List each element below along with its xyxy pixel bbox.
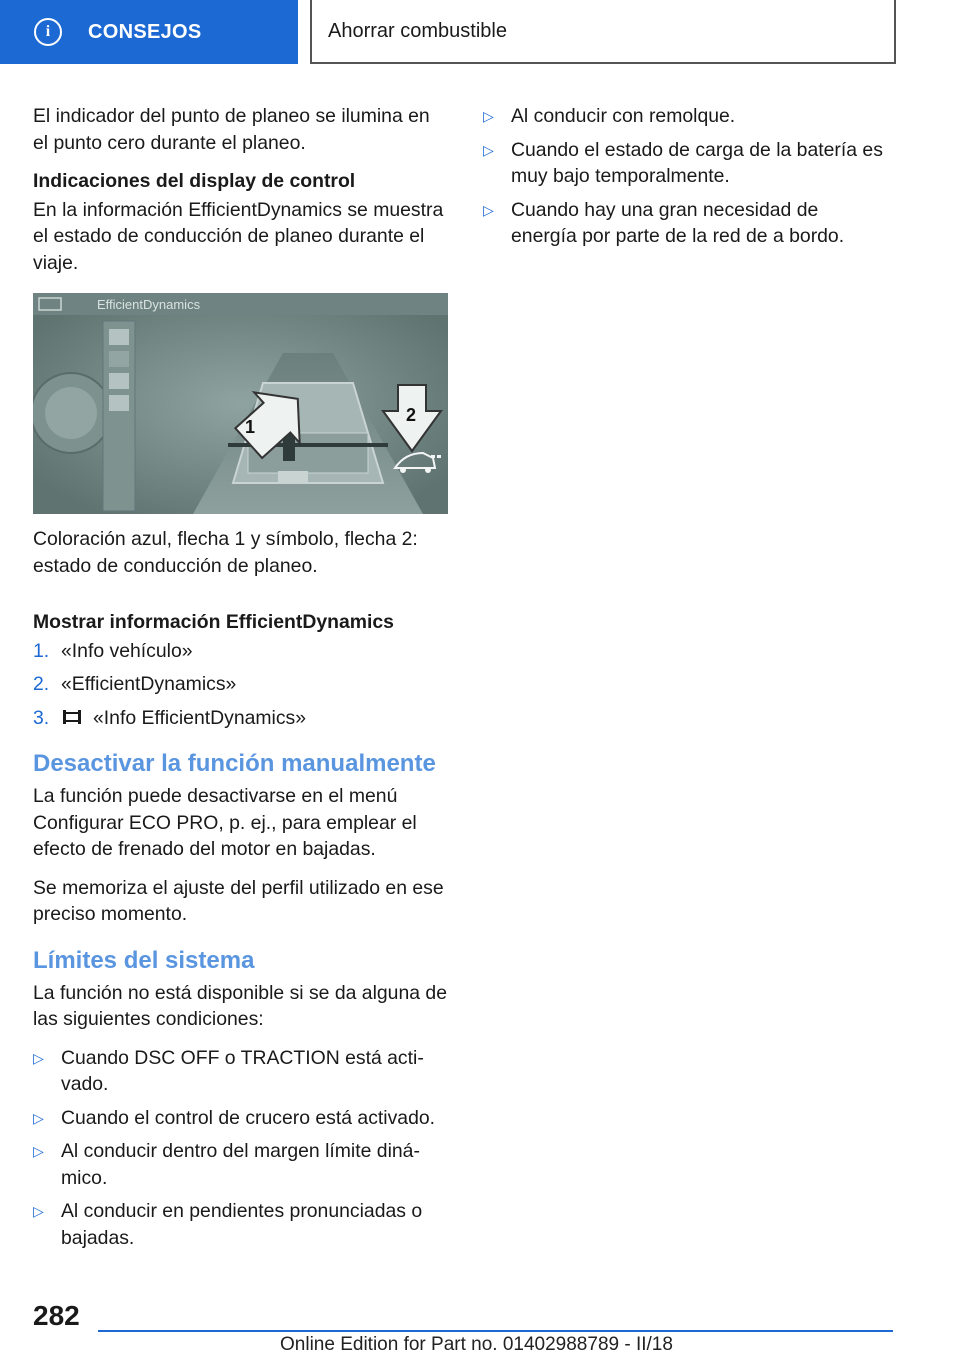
list-item: ▷ Al conducir con remolque. xyxy=(483,103,888,130)
limits-list-right xyxy=(483,103,888,250)
arrow-2-label: 2 xyxy=(406,405,417,425)
figure-title: EfficientDynamics xyxy=(97,297,201,312)
chapter-title-text: Ahorrar combustible xyxy=(328,19,507,42)
intro-paragraph: El indicador del punto de planeo se ilumina en el punto cero durante el planeo. xyxy=(33,105,430,154)
efficientdynamics-figure xyxy=(33,293,448,514)
section-label: CONSEJOS xyxy=(88,20,202,43)
chapter-title xyxy=(310,0,896,64)
list-item: 1. «Info vehículo» xyxy=(33,639,193,662)
steps-list xyxy=(33,638,448,732)
left-column xyxy=(33,103,448,1258)
deactivate-heading: Desactivar la función manualmente xyxy=(33,750,436,777)
deactivate-paragraph-2: Se memoriza el ajuste del perfil utilizado en ese preciso momento. xyxy=(33,876,444,925)
show-info-heading: Mostrar información EfficientDynamics xyxy=(33,611,394,633)
info-icon: i xyxy=(34,18,62,46)
list-item: ▷ Al conducir dentro del margen límite dinámico. xyxy=(33,1138,448,1191)
list-item: ▷ Cuando el control de crucero está activado. xyxy=(33,1105,448,1132)
deactivate-paragraph-1: La función puede desactivarse en el menú Configurar ECO PRO, p. ej., para emplear el efecto de frenado del motor en bajadas. xyxy=(33,785,417,860)
list-item: ▷ Al conducir en pendientes pronunciadas o bajadas. xyxy=(33,1198,448,1251)
display-heading: Indicaciones del display de control xyxy=(33,170,356,192)
limits-list-left xyxy=(33,1045,448,1252)
list-item: 3. «Info EfficientDynamics» xyxy=(33,706,307,729)
section-tab xyxy=(0,0,298,64)
list-item: ▷ Cuando el estado de carga de la batería es muy bajo temporalmente. xyxy=(483,137,888,190)
page-number: 282 xyxy=(33,1300,80,1331)
limits-paragraph: La función no está disponible si se da alguna de las siguientes condiciones: xyxy=(33,981,447,1030)
limits-heading: Límites del sistema xyxy=(33,946,255,974)
arrow-1-label: 1 xyxy=(245,417,256,437)
display-paragraph: En la información EfficientDynamics se muestra el estado de conducción de planeo durante el viaje. xyxy=(33,198,444,274)
figure-caption: Coloración azul, flecha 1 y símbolo, flecha 2: estado de conducción de planeo. xyxy=(33,528,418,577)
efficientdynamics-menu-icon xyxy=(61,709,83,727)
right-column xyxy=(483,103,888,257)
list-item: ▷ Cuando DSC OFF o TRACTION está activado. xyxy=(33,1045,448,1098)
list-item: 2. «EfficientDynamics» xyxy=(33,673,237,695)
list-item: ▷ Cuando hay una gran necesidad de energía por parte de la red de a bordo. xyxy=(483,197,888,250)
edition-note: Online Edition for Part no. 01402988789 - II/18 xyxy=(280,1334,673,1355)
footer-divider xyxy=(98,1330,893,1332)
